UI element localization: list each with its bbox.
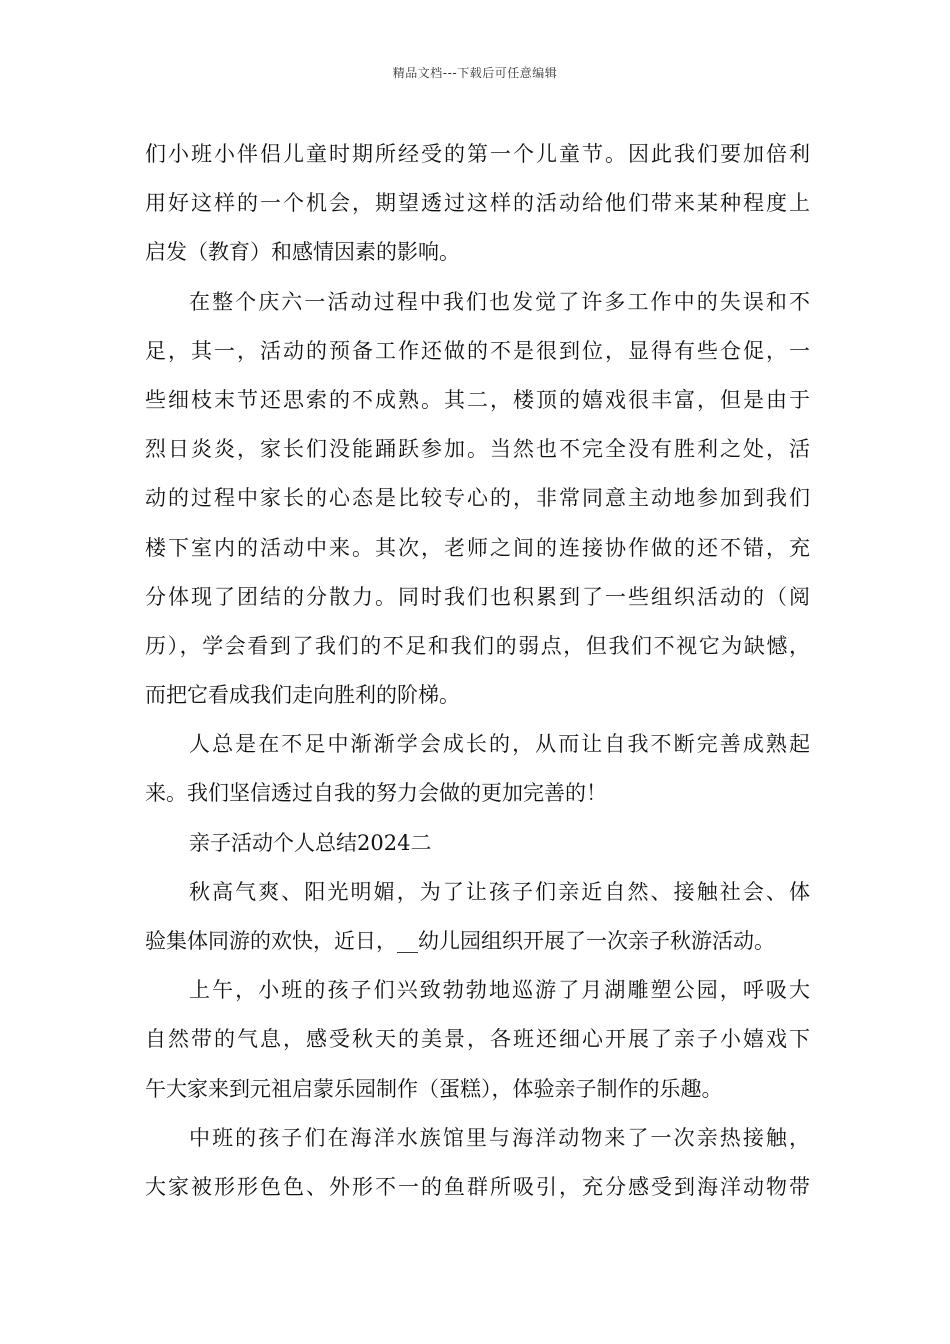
page-header: 精品文档---下载后可任意编辑 (392, 66, 558, 80)
text-line: 验集体同游的欢快，近日，__幼儿园组织开展了一次亲子秋游活动。 (145, 929, 775, 953)
text-line: 些细枝末节还思索的不成熟。其二，楼顶的嬉戏很丰富，但是由于 (145, 387, 810, 412)
text-line: 来。我们坚信透过自我的努力会做的更加完善的！ (145, 781, 607, 806)
text-line: 自然带的气息，感受秋天的美景，各班还细心开展了亲子小嬉戏下 (145, 1027, 810, 1052)
text-line: 大家被形形色色、外形不一的鱼群所吸引，充分感受到海洋动物带 (145, 1174, 810, 1199)
section-heading: 亲子活动个人总结2024二 (189, 830, 432, 855)
document-body (145, 130, 810, 1212)
text-line: 人总是在不足中渐渐学会成长的，从而让自我不断完善成熟起 (189, 732, 810, 757)
text-line: 足，其一，活动的预备工作还做的不是很到位，显得有些仓促，一 (145, 338, 810, 363)
text-line: 秋高气爽、阳光明媚，为了让孩子们亲近自然、接触社会、体 (189, 879, 810, 904)
text-line: 分体现了团结的分散力。同时我们也积累到了一些组织活动的（阅 (145, 584, 810, 609)
text-line: 启发（教育）和感情因素的影响。 (145, 240, 460, 265)
text-line: 上午，小班的孩子们兴致勃勃地巡游了月湖雕塑公园，呼吸大 (189, 978, 810, 1003)
text-line: 楼下室内的活动中来。其次，老师之间的连接协作做的还不错，充 (145, 535, 810, 560)
text-line: 中班的孩子们在海洋水族馆里与海洋动物来了一次亲热接触， (189, 1125, 810, 1150)
text-line: 烈日炎炎，家长们没能踊跃参加。当然也不完全没有胜利之处，活 (145, 437, 810, 462)
text-line: 历），学会看到了我们的不足和我们的弱点，但我们不视它为缺憾， (145, 633, 810, 658)
text-line: 在整个庆六一活动过程中我们也发觉了许多工作中的失误和不 (189, 289, 810, 314)
text-line: 们小班小伴侣儿童时期所经受的第一个儿童节。因此我们要加倍利 (145, 142, 810, 166)
text-line: 而把它看成我们走向胜利的阶梯。 (145, 683, 460, 708)
text-line: 午大家来到元祖启蒙乐园制作（蛋糕），体验亲子制作的乐趣。 (145, 1076, 723, 1101)
text-line: 用好这样的一个机会，期望透过这样的活动给他们带来某种程度上 (145, 191, 810, 216)
text-line: 动的过程中家长的心态是比较专心的，非常同意主动地参加到我们 (145, 486, 810, 511)
